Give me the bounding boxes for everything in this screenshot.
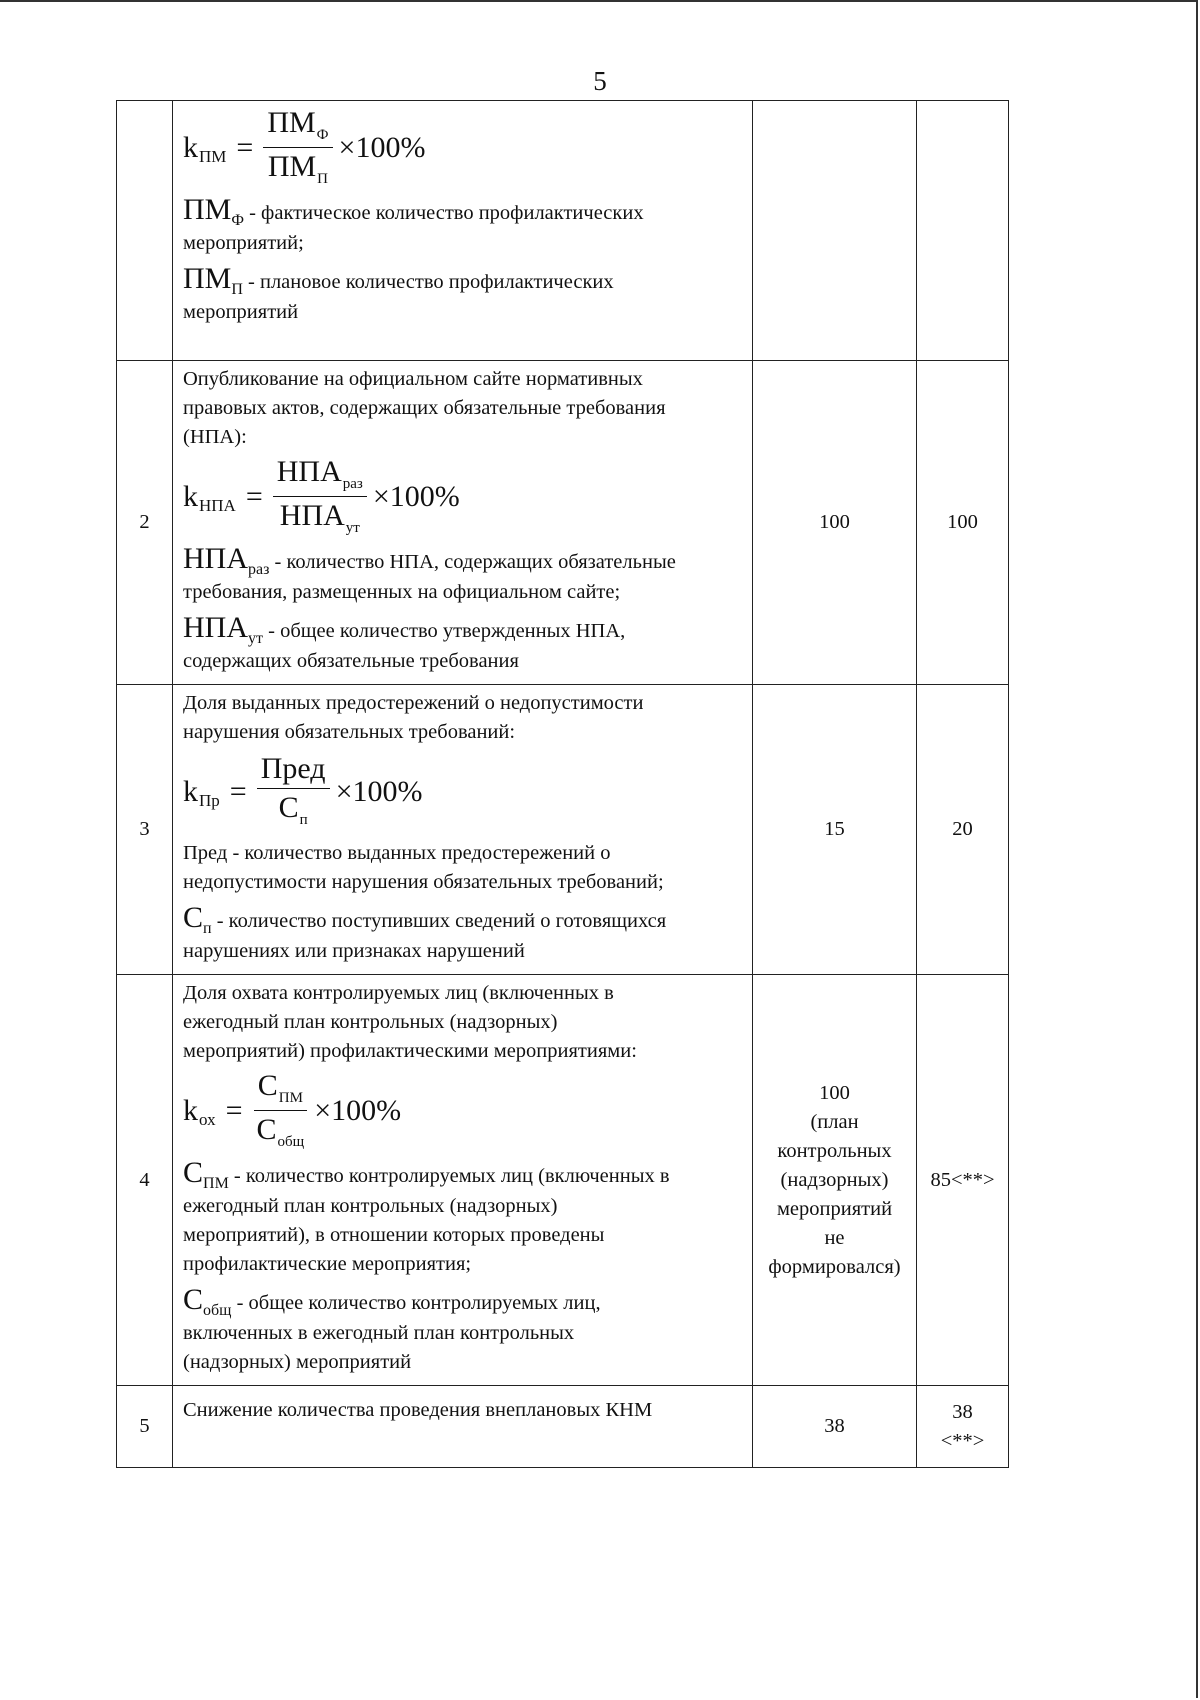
row-description: Опубликование на официальном сайте нормативных правовых актов, содержащих обязательные требования (НПА): k НПА = $\frac{НПА_{раз}}{НПА_{ут}}$ ×100% $НПА_{раз}$ - количество НПА, содержащих обязательные требования, размещенных на официальном сайте; $НПА_{ут}$ - общее количество утвержденных НПА, содержащих обязательные требования — [173, 361, 753, 685]
fraction: $\frac{ПМ_Ф}{ПМ_П}$ — [263, 104, 332, 191]
row-number — [117, 101, 173, 361]
fraction: $\frac{НПА_{раз}}{НПА_{ут}}$ — [273, 453, 367, 540]
table-row — [117, 1386, 1009, 1468]
table-row — [117, 975, 1009, 1386]
row-value-2: 100 — [917, 361, 1009, 685]
row-number: 2 — [117, 361, 173, 685]
formula: k ох = $\frac{С_{ПМ}}{С_{общ}}$ ×100% — [183, 1068, 744, 1152]
variable-definition: $С_п$ - количество поступивших сведений о готовящихся — [183, 901, 667, 937]
row-value-2: 85<**> — [917, 975, 1009, 1386]
row-value-2 — [917, 101, 1009, 361]
variable-definition: $ПМ_П$ - плановое количество профилактических — [183, 262, 614, 298]
formula: k НПА = $\frac{НПА_{раз}}{НПА_{ут}}$ ×100% — [183, 454, 744, 538]
variable-definition: $С_{общ}$ - общее количество контролируемых лиц, — [183, 1283, 601, 1319]
row-value: 38 — [753, 1386, 917, 1468]
row-value: 100 — [753, 361, 917, 685]
row-description: Доля выданных предостережений о недопустимости нарушения обязательных требований: k Пр = $\frac{\text{Пред}}{С_п}$ ×100% Пред - количество выданных предостережений о недопустимости нарушения обязательных требований; $С_п$ - количество поступивших сведений о готовящихся нарушениях или признаках нарушений — [173, 685, 753, 975]
table-row — [117, 361, 1009, 685]
row-value — [753, 101, 917, 361]
row-description: k ПМ = $\frac{ПМ_Ф}{ПМ_П}$ ×100% $ПМ_Ф$ - фактическое количество профилактических мероприятий; $ПМ_П$ - плановое количество профилактических мероприятий — [173, 101, 753, 361]
row-description: Доля охвата контролируемых лиц (включенных в ежегодный план контрольных (надзорных) мероприятий) профилактическими мероприятиями: k ох = $\frac{С_{ПМ}}{С_{общ}}$ ×100% $С_{ПМ}$ - количество контролируемых лиц (включенных в ежегодный план контрольных (надзорных) мероприятий), в отношении которых проведены профилактические мероприятия; $С_{общ}$ - общее количество контролируемых лиц, включенных в ежегодный план контрольных (надзорных) мероприятий — [173, 975, 753, 1386]
formula: k Пр = $\frac{\text{Пред}}{С_п}$ ×100% — [183, 749, 744, 833]
row-number: 5 — [117, 1386, 173, 1468]
table-row — [117, 101, 1009, 361]
variable-definition: $НПА_{раз}$ - количество НПА, содержащих обязательные — [183, 542, 676, 578]
row-value: 100 (план контрольных (надзорных) мероприятий не формировался) — [753, 975, 917, 1386]
row-value: 15 — [753, 685, 917, 975]
fraction: $\frac{\text{Пред}}{С_п}$ — [257, 750, 330, 832]
variable-definition: $ПМ_Ф$ - фактическое количество профилактических — [183, 193, 644, 229]
fraction: $\frac{С_{ПМ}}{С_{общ}}$ — [253, 1067, 309, 1154]
table-row — [117, 685, 1009, 975]
row-number: 4 — [117, 975, 173, 1386]
variable-definition: $С_{ПМ}$ - количество контролируемых лиц (включенных в — [183, 1156, 670, 1192]
variable-definition: $НПА_{ут}$ - общее количество утвержденных НПА, — [183, 611, 626, 647]
indicators-table — [116, 100, 1009, 1468]
row-description: Снижение количества проведения внеплановых КНМ — [173, 1386, 753, 1468]
row-value-2: 20 — [917, 685, 1009, 975]
formula: k ПМ = $\frac{ПМ_Ф}{ПМ_П}$ ×100% — [183, 105, 744, 189]
row-value-2: 38 <**> — [917, 1386, 1009, 1468]
row-number: 3 — [117, 685, 173, 975]
page-number: 5 — [593, 66, 607, 96]
